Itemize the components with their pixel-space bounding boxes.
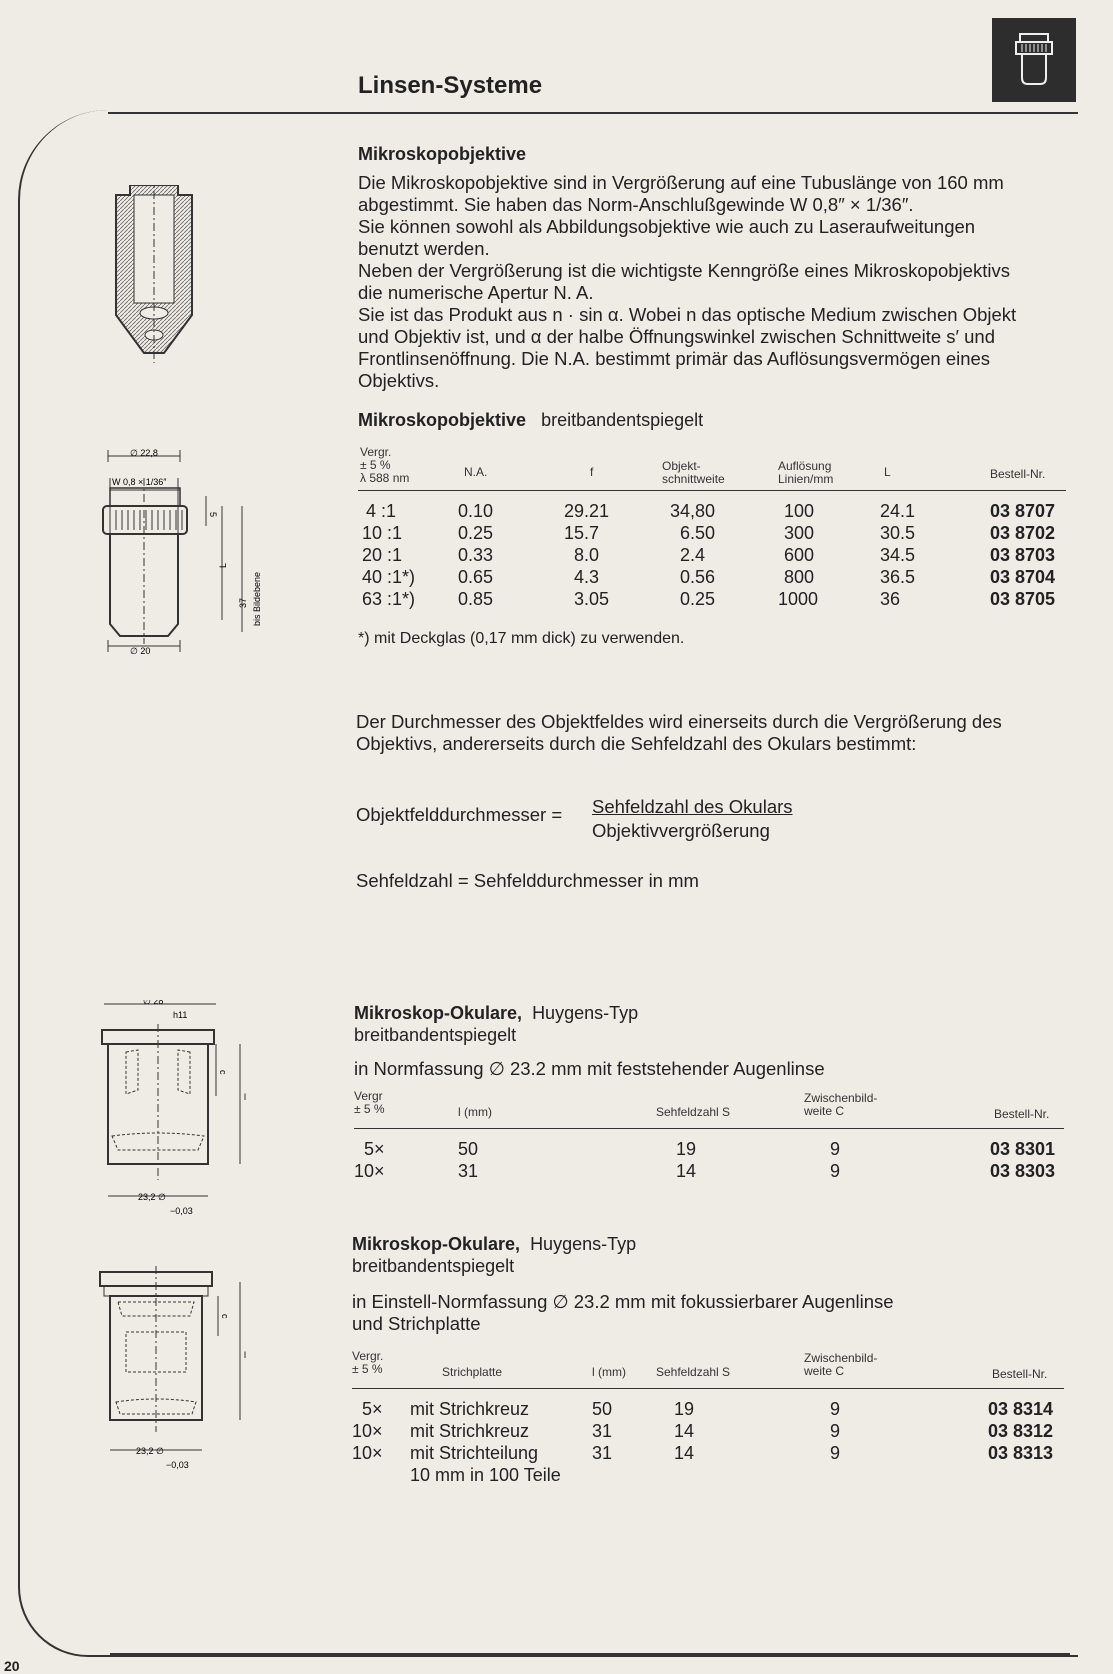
eyepiece2-coating: breitbandentspiegelt (352, 1256, 515, 1276)
formula-lhs: Objektfelddurchmesser = (356, 804, 563, 825)
intro-line: und Objektiv ist, und α der halbe Öffnungswinkel zwischen Schnittweite s′ und (358, 326, 996, 347)
ok1-col-vergr: Vergr ± 5 % (354, 1089, 385, 1116)
col-bestell: Bestell-Nr. (990, 467, 1046, 481)
intro-line: Die Mikroskopobjektive sind in Vergrößerung auf eine Tubuslänge von 160 mm (358, 172, 1004, 193)
ok2-tol2: −0,03 (166, 1460, 189, 1470)
objectives-footnote: *) mit Deckglas (0,17 mm dick) zu verwenden. (358, 630, 685, 647)
dim-37: 37 (238, 597, 248, 608)
eyepiece2-description: in Einstell-Normfassung ∅ 23.2 mm mit fokussierbarer Augenlinse und Strichplatte (352, 1291, 894, 1334)
ok1-col-bestell: Bestell-Nr. (994, 1107, 1050, 1121)
dim-dia-bottom: ∅ 20 (130, 646, 151, 656)
table-row: 10× mit Strichkreuz 31 14 9 03 8312 (352, 1421, 1054, 1441)
ok2-rows (352, 1398, 1064, 1486)
intro-heading: Mikroskopobjektive (358, 144, 527, 164)
ok1-dia-top: ∅ 28 (143, 1000, 164, 1006)
eyepiece1-drawing (98, 1000, 268, 1227)
table-row: 10 :1 0.25 15.7 6.50 300 30.5 03 8702 (362, 523, 1056, 543)
table-row: 10× mit Strichteilung 31 14 9 03 8313 (352, 1443, 1054, 1463)
formula-denominator: Objektivvergrößerung (592, 820, 770, 841)
col-vergr: Vergr. ± 5 % λ 588 nm (360, 445, 410, 485)
ok2-col-bestell: Bestell-Nr. (992, 1367, 1048, 1381)
table-row: 4 :1 0.10 29.21 34,80 100 24.1 03 8707 (366, 501, 1056, 521)
eyepiece1-heading: Mikroskop-Okulare, Huygens-Typ (354, 1003, 639, 1023)
lens-objective-icon (992, 18, 1076, 102)
intro-line: benutzt werden. (358, 238, 490, 259)
ok2-col-strich: Strichplatte (442, 1365, 503, 1379)
table-row: 20 :1 0.33 8.0 2.4 600 34.5 03 8703 (362, 545, 1056, 565)
col-l: L (884, 465, 891, 479)
eyepiece1-coating: breitbandentspiegelt (354, 1025, 517, 1045)
ok1-c: c (218, 1070, 228, 1075)
dim-5: 5 (208, 512, 218, 518)
ok2-col-vergr: Vergr. ± 5 % (352, 1349, 384, 1376)
ok1-rows (354, 1138, 1064, 1182)
table-row: 5× mit Strichkreuz 50 19 9 03 8314 (362, 1399, 1054, 1419)
page-number: 20 (4, 1658, 20, 1674)
intro-line: Neben der Vergrößerung ist die wichtigste Kenngröße eines Mikroskopobjektivs (358, 260, 1010, 281)
col-f: f (590, 465, 594, 479)
formula-numerator: Sehfeldzahl des Okulars (592, 796, 793, 817)
field-line: Der Durchmesser des Objektfeldes wird einerseits durch die Vergrößerung des (356, 711, 1002, 732)
col-objektschnittweite: Objekt- schnittweite (662, 459, 725, 486)
objectives-heading: Mikroskopobjektive breitbandentspiegelt (358, 410, 704, 430)
objective-dimension-drawing (100, 448, 300, 703)
ok2-col-l: l (mm) (592, 1365, 626, 1379)
ok1-header-rule (354, 1128, 1064, 1129)
dim-thread: W 0,8 × 1/36″ (112, 477, 167, 487)
ok1-col-l: l (mm) (458, 1105, 492, 1119)
ok2-l: l (244, 1350, 246, 1360)
intro-line: abgestimmt. Sie haben das Norm-Anschlußgewinde W 0,8″ × 1/36″. (358, 194, 914, 215)
col-aufloesung: Auflösung Linien/mm (778, 459, 834, 486)
frame-bottom-rule (110, 1653, 1070, 1655)
table-row: 40 :1*) 0.65 4.3 0.56 800 36.5 03 8704 (362, 567, 1056, 587)
ok1-l: l (244, 1092, 246, 1102)
ok1-col-c: Zwischenbild- weite C (804, 1091, 878, 1118)
table-row: 63 :1*) 0.85 3.05 0.25 1000 36 03 8705 (362, 589, 1056, 609)
ok1-tol2: −0,03 (170, 1206, 193, 1216)
intro-line: die numerische Apertur N. A. (358, 282, 594, 303)
field-line: Objektivs, andererseits durch die Sehfeldzahl des Okulars bestimmt: (356, 733, 917, 754)
intro-line: Frontlinsenöffnung. Die N.A. bestimmt primär das Auflösungsvermögen eines (358, 348, 991, 369)
objectives-header-rule (358, 490, 1066, 491)
ok1-dia: 23,2 ∅ (138, 1192, 166, 1202)
objective-section-drawing (108, 185, 208, 370)
intro-paragraph (358, 172, 1078, 392)
col-na: N.A. (464, 465, 488, 479)
eyepiece2-drawing (96, 1262, 266, 1477)
ok1-col-s: Sehfeldzahl S (656, 1105, 731, 1119)
frame-top-rule (108, 112, 368, 114)
eyepiece1-description: in Normfassung ∅ 23.2 mm mit feststehender Augenlinse (354, 1058, 825, 1079)
header-rule (358, 112, 1078, 114)
ok2-col-c: Zwischenbild- weite C (804, 1351, 878, 1378)
intro-line: Sie ist das Produkt aus n · sin α. Wobei n das optische Medium zwischen Objekt (358, 304, 1017, 325)
sehfeld-definition: Sehfeldzahl = Sehfelddurchmesser in mm (356, 870, 699, 891)
intro-line: Sie können sowohl als Abbildungsobjektive wie auch zu Laseraufweitungen (358, 216, 976, 237)
objectives-rows (362, 500, 1064, 610)
table-row: 10 mm in 100 Teile (410, 1465, 561, 1485)
field-paragraph (356, 711, 1072, 755)
ok2-c: c (220, 1314, 230, 1319)
ok1-tol: h11 (173, 1010, 188, 1020)
dim-L: L (218, 562, 228, 568)
table-row: 10× 31 14 9 03 8303 (354, 1161, 1056, 1181)
ok2-dia: 23,2 ∅ (136, 1446, 164, 1456)
dim-bis-bildebene: bis Bildebene (252, 571, 262, 626)
ok2-header-rule (352, 1388, 1064, 1389)
intro-line: Objektivs. (358, 370, 440, 391)
page-title: Linsen-Systeme (358, 72, 543, 99)
dim-dia-top: ∅ 22,8 (130, 448, 158, 458)
ok2-col-s: Sehfeldzahl S (656, 1365, 731, 1379)
eyepiece2-heading: Mikroskop-Okulare, Huygens-Typ (352, 1234, 637, 1254)
table-row: 5× 50 19 9 03 8301 (364, 1139, 1056, 1159)
